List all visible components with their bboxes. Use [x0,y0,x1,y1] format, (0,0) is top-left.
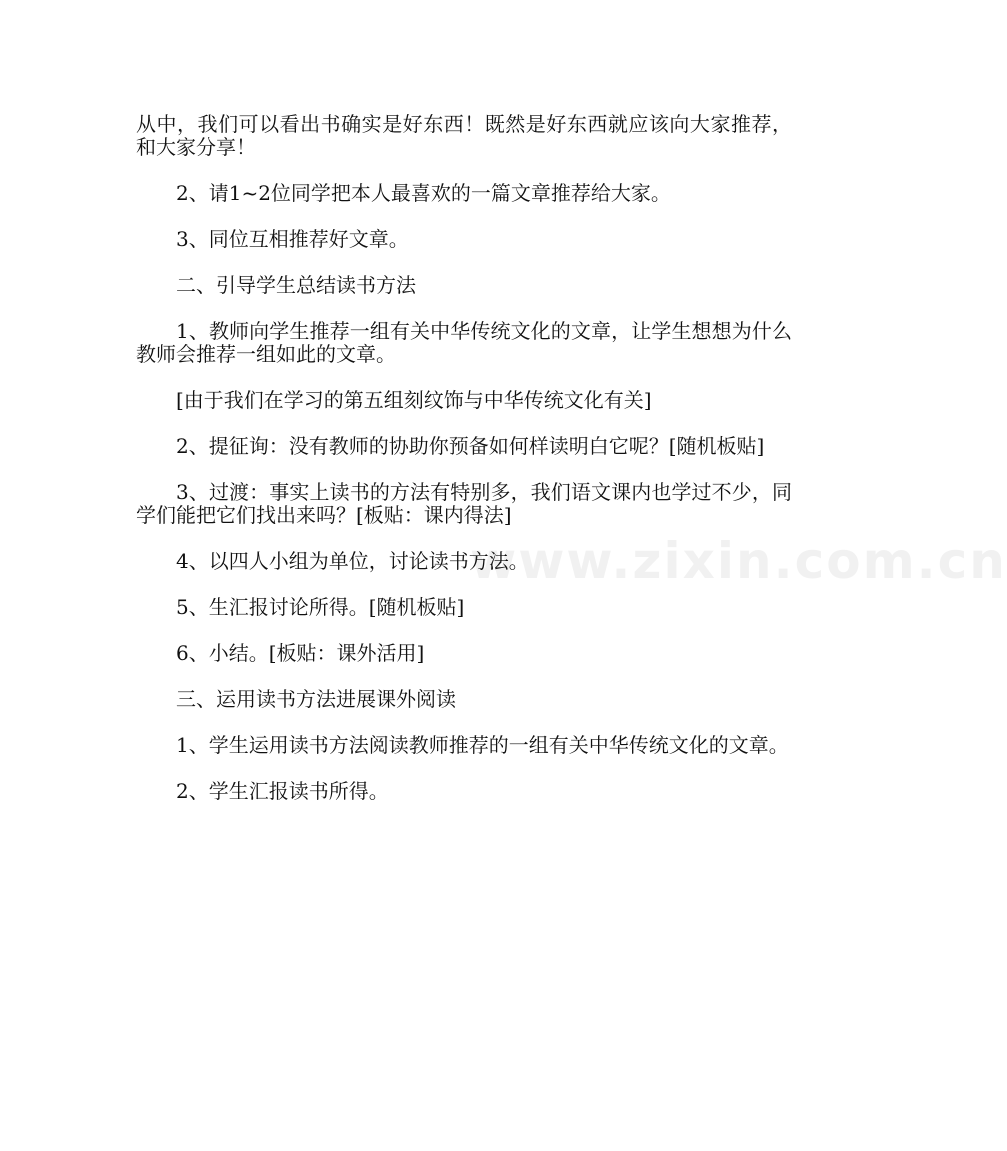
paragraph-note: [由于我们在学习的第五组刻纹饰与中华传统文化有关] [176,388,652,412]
paragraph-step-6: 6、小结。[板贴：课外活用] [176,641,425,665]
section-heading-3: 三、运用读书方法进展课外阅读 [176,687,456,711]
paragraph-step-2: 2、请1~2位同学把本人最喜欢的一篇文章推荐给大家。 [176,181,671,205]
paragraph-section3-step-2: 2、学生汇报读书所得。 [176,779,389,803]
paragraph-step-2-question: 2、提征询：没有教师的协助你预备如何样读明白它呢？[随机板贴] [176,434,765,458]
paragraph-section3-step-1: 1、学生运用读书方法阅读教师推荐的一组有关中华传统文化的文章。 [176,733,789,757]
paragraph-step-5: 5、生汇报讨论所得。[随机板贴] [176,595,465,619]
paragraph-step-1: 1、教师向学生推荐一组有关中华传统文化的文章，让学生想想为什么教师会推荐一组如此的文章。 [136,319,792,366]
paragraph-step-3: 3、同位互相推荐好文章。 [176,227,409,251]
section-heading-2: 二、引导学生总结读书方法 [176,273,416,297]
paragraph-intro: 从中，我们可以看出书确实是好东西！既然是好东西就应该向大家推荐，和大家分享！ [136,112,792,159]
document-body [136,113,792,826]
paragraph-step-4: 4、以四人小组为单位，讨论读书方法。 [176,549,529,573]
paragraph-step-3-transition: 3、过渡：事实上读书的方法有特别多，我们语文课内也学过不少，同学们能把它们找出来吗？[板贴：课内得法] [136,480,792,527]
watermark-text: www.zixin.com.cn [470,532,1007,590]
